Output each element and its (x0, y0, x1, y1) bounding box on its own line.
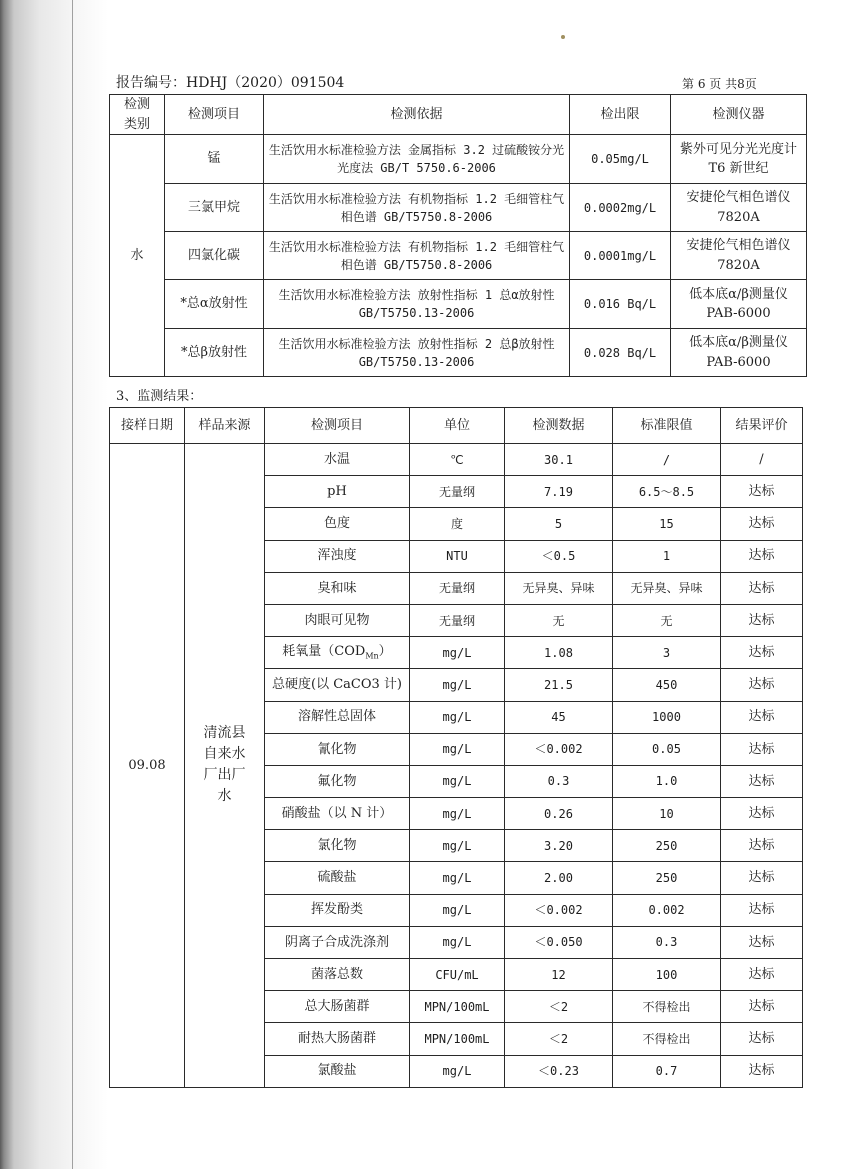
result-unit: mg/L (410, 669, 505, 701)
result-limit: 1 (613, 540, 721, 572)
result-value: 3.20 (505, 830, 613, 862)
result-unit: mg/L (410, 765, 505, 797)
result-limit: 15 (613, 508, 721, 540)
result-item (265, 862, 410, 894)
result-unit: mg/L (410, 830, 505, 862)
result-evaluation: 达标 (721, 669, 803, 701)
result-evaluation: 达标 (721, 991, 803, 1023)
result-item-label: 溶解性总固体 (297, 709, 376, 725)
header-source: 样品来源 (185, 408, 265, 444)
result-item-label: 氰化物 (317, 741, 357, 757)
result-limit: 0.3 (613, 926, 721, 958)
result-limit: 0.002 (613, 894, 721, 926)
method-category: 水 (110, 135, 165, 377)
result-limit: 0.05 (613, 733, 721, 765)
result-value: 无 (505, 604, 613, 636)
header-evaluation: 结果评价 (721, 408, 803, 444)
header-test-item: 检测项目 (265, 408, 410, 444)
result-header-row (110, 408, 803, 444)
result-item (265, 669, 410, 701)
result-evaluation: 达标 (721, 862, 803, 894)
result-item (265, 701, 410, 733)
result-unit: mg/L (410, 733, 505, 765)
result-item (265, 444, 410, 476)
method-basis: 生活饮用水标准检验方法 放射性指标 2 总β放射性 GB/T5750.13-2006 (264, 329, 570, 377)
result-item (265, 991, 410, 1023)
result-item (265, 637, 410, 669)
method-basis: 生活饮用水标准检验方法 有机物指标 1.2 毛细管柱气相色谱 GB/T5750.8-2006 (264, 184, 570, 232)
result-limit: 100 (613, 959, 721, 991)
result-evaluation: 达标 (721, 604, 803, 636)
page-indicator: 第 6 页 共8页 (682, 77, 757, 91)
result-value: 12 (505, 959, 613, 991)
result-evaluation: 达标 (721, 637, 803, 669)
result-value: ＜0.002 (505, 733, 613, 765)
result-limit: 6.5～8.5 (613, 476, 721, 508)
header-standard-limit: 标准限值 (613, 408, 721, 444)
result-item-label: 硫酸盐 (317, 870, 357, 886)
result-item-label: 挥发酚类 (310, 902, 363, 918)
method-row (110, 232, 807, 280)
method-row (110, 329, 807, 377)
result-item-subscript: Mn (365, 652, 379, 662)
result-item-label: 耐热大肠菌群 (297, 1031, 376, 1047)
result-item (265, 959, 410, 991)
method-instrument: 安捷伦气相色谱仪 7820A (671, 184, 807, 232)
result-unit: mg/L (410, 637, 505, 669)
result-value: ＜2 (505, 1023, 613, 1055)
result-item-label: 浑浊度 (317, 548, 357, 564)
method-table (109, 94, 807, 377)
result-unit: mg/L (410, 862, 505, 894)
method-item: 四氯化碳 (165, 232, 264, 280)
result-item (265, 765, 410, 797)
sample-date: 09.08 (110, 444, 185, 1088)
result-item (265, 798, 410, 830)
header-unit: 单位 (410, 408, 505, 444)
result-item (265, 830, 410, 862)
header-instrument: 检测仪器 (671, 95, 807, 135)
method-row (110, 184, 807, 232)
result-value: 无异臭、异味 (505, 572, 613, 604)
result-evaluation: 达标 (721, 894, 803, 926)
header-date: 接样日期 (110, 408, 185, 444)
method-basis: 生活饮用水标准检验方法 金属指标 3.2 过硫酸铵分光光度法 GB/T 5750.6-2006 (264, 135, 570, 184)
result-table (109, 407, 803, 1088)
result-limit: 无异臭、异味 (613, 572, 721, 604)
method-limit: 0.028 Bq/L (570, 329, 671, 377)
result-evaluation: 达标 (721, 701, 803, 733)
result-item (265, 572, 410, 604)
result-item-label: pH (327, 484, 347, 500)
result-value: 30.1 (505, 444, 613, 476)
result-item-label: 硝酸盐（以 N 计） (281, 805, 393, 821)
result-item (265, 604, 410, 636)
header-value: 检测数据 (505, 408, 613, 444)
result-evaluation: 达标 (721, 798, 803, 830)
result-item-tail: ） (378, 644, 392, 660)
result-evaluation: / (721, 444, 803, 476)
result-item-label: 氯化物 (317, 838, 357, 854)
result-item-label: 肉眼可见物 (304, 612, 370, 628)
result-limit: 不得检出 (613, 991, 721, 1023)
result-limit: 450 (613, 669, 721, 701)
method-item: 锰 (165, 135, 264, 184)
method-instrument: 紫外可见分光光度计 T6 新世纪 (671, 135, 807, 184)
result-value: ＜0.5 (505, 540, 613, 572)
result-evaluation: 达标 (721, 926, 803, 958)
result-unit: MPN/100mL (410, 1023, 505, 1055)
result-value: 45 (505, 701, 613, 733)
result-item-label: 总大肠菌群 (304, 999, 370, 1015)
result-value: 5 (505, 508, 613, 540)
results-title: 3、监测结果： (116, 389, 203, 404)
result-evaluation: 达标 (721, 1055, 803, 1087)
method-header-row (110, 95, 807, 135)
result-evaluation: 达标 (721, 540, 803, 572)
sample-source: 清流县自来水厂出厂水 (185, 444, 265, 1088)
header-basis: 检测依据 (264, 95, 570, 135)
result-unit: MPN/100mL (410, 991, 505, 1023)
result-value: 0.26 (505, 798, 613, 830)
result-unit: mg/L (410, 701, 505, 733)
result-unit: mg/L (410, 926, 505, 958)
result-unit: NTU (410, 540, 505, 572)
result-evaluation: 达标 (721, 476, 803, 508)
result-item-label: 菌落总数 (310, 966, 363, 982)
result-unit: 无量纲 (410, 572, 505, 604)
result-limit: 10 (613, 798, 721, 830)
result-item (265, 894, 410, 926)
result-limit: 无 (613, 604, 721, 636)
result-value: 2.00 (505, 862, 613, 894)
method-limit: 0.05mg/L (570, 135, 671, 184)
result-limit: 3 (613, 637, 721, 669)
method-limit: 0.016 Bq/L (570, 280, 671, 329)
method-row (110, 135, 807, 184)
header-limit: 检出限 (570, 95, 671, 135)
result-item-label: 氟化物 (317, 773, 357, 789)
result-evaluation: 达标 (721, 959, 803, 991)
result-evaluation: 达标 (721, 765, 803, 797)
report-number: 报告编号：HDHJ（2020）091504 (116, 75, 345, 91)
result-item-label: 阴离子合成洗涤剂 (284, 934, 389, 950)
result-value: ＜0.002 (505, 894, 613, 926)
method-item: 三氯甲烷 (165, 184, 264, 232)
result-limit: / (613, 444, 721, 476)
result-unit: ℃ (410, 444, 505, 476)
header-category: 检测类别 (110, 95, 165, 135)
method-item: *总α放射性 (165, 280, 264, 329)
result-value: 21.5 (505, 669, 613, 701)
result-item (265, 1023, 410, 1055)
result-value: ＜2 (505, 991, 613, 1023)
method-instrument: 安捷伦气相色谱仪 7820A (671, 232, 807, 280)
method-limit: 0.0001mg/L (570, 232, 671, 280)
result-unit: CFU/mL (410, 959, 505, 991)
result-limit: 1.0 (613, 765, 721, 797)
result-item-label: 水温 (323, 451, 350, 467)
result-item (265, 1055, 410, 1087)
result-item (265, 733, 410, 765)
header-item: 检测项目 (165, 95, 264, 135)
result-item-label: 氯酸盐 (317, 1063, 357, 1079)
result-unit: mg/L (410, 798, 505, 830)
result-evaluation: 达标 (721, 1023, 803, 1055)
method-instrument: 低本底α/β测量仪 PAB-6000 (671, 280, 807, 329)
result-item (265, 476, 410, 508)
result-unit: 度 (410, 508, 505, 540)
result-limit: 1000 (613, 701, 721, 733)
result-item-label: 色度 (323, 516, 350, 532)
result-value: ＜0.23 (505, 1055, 613, 1087)
result-unit: 无量纲 (410, 476, 505, 508)
result-unit: mg/L (410, 1055, 505, 1087)
result-value: 1.08 (505, 637, 613, 669)
method-basis: 生活饮用水标准检验方法 放射性指标 1 总α放射性 GB/T5750.13-2006 (264, 280, 570, 329)
result-unit: 无量纲 (410, 604, 505, 636)
result-limit: 0.7 (613, 1055, 721, 1087)
method-limit: 0.0002mg/L (570, 184, 671, 232)
result-evaluation: 达标 (721, 508, 803, 540)
result-evaluation: 达标 (721, 733, 803, 765)
result-evaluation: 达标 (721, 572, 803, 604)
result-item (265, 540, 410, 572)
method-instrument: 低本底α/β测量仪 PAB-6000 (671, 329, 807, 377)
result-item-label: 臭和味 (317, 580, 357, 596)
result-item-label: 总硬度(以 CaCO3 计) (272, 677, 402, 693)
result-limit: 250 (613, 862, 721, 894)
method-item: *总β放射性 (165, 329, 264, 377)
result-item (265, 508, 410, 540)
result-limit: 不得检出 (613, 1023, 721, 1055)
result-evaluation: 达标 (721, 830, 803, 862)
result-value: 7.19 (505, 476, 613, 508)
method-basis: 生活饮用水标准检验方法 有机物指标 1.2 毛细管柱气相色谱 GB/T5750.8-2006 (264, 232, 570, 280)
result-value: ＜0.050 (505, 926, 613, 958)
result-value: 0.3 (505, 765, 613, 797)
result-limit: 250 (613, 830, 721, 862)
method-row (110, 280, 807, 329)
result-item-label: 耗氧量（COD (282, 644, 366, 660)
result-row (110, 444, 803, 476)
result-item (265, 926, 410, 958)
result-unit: mg/L (410, 894, 505, 926)
